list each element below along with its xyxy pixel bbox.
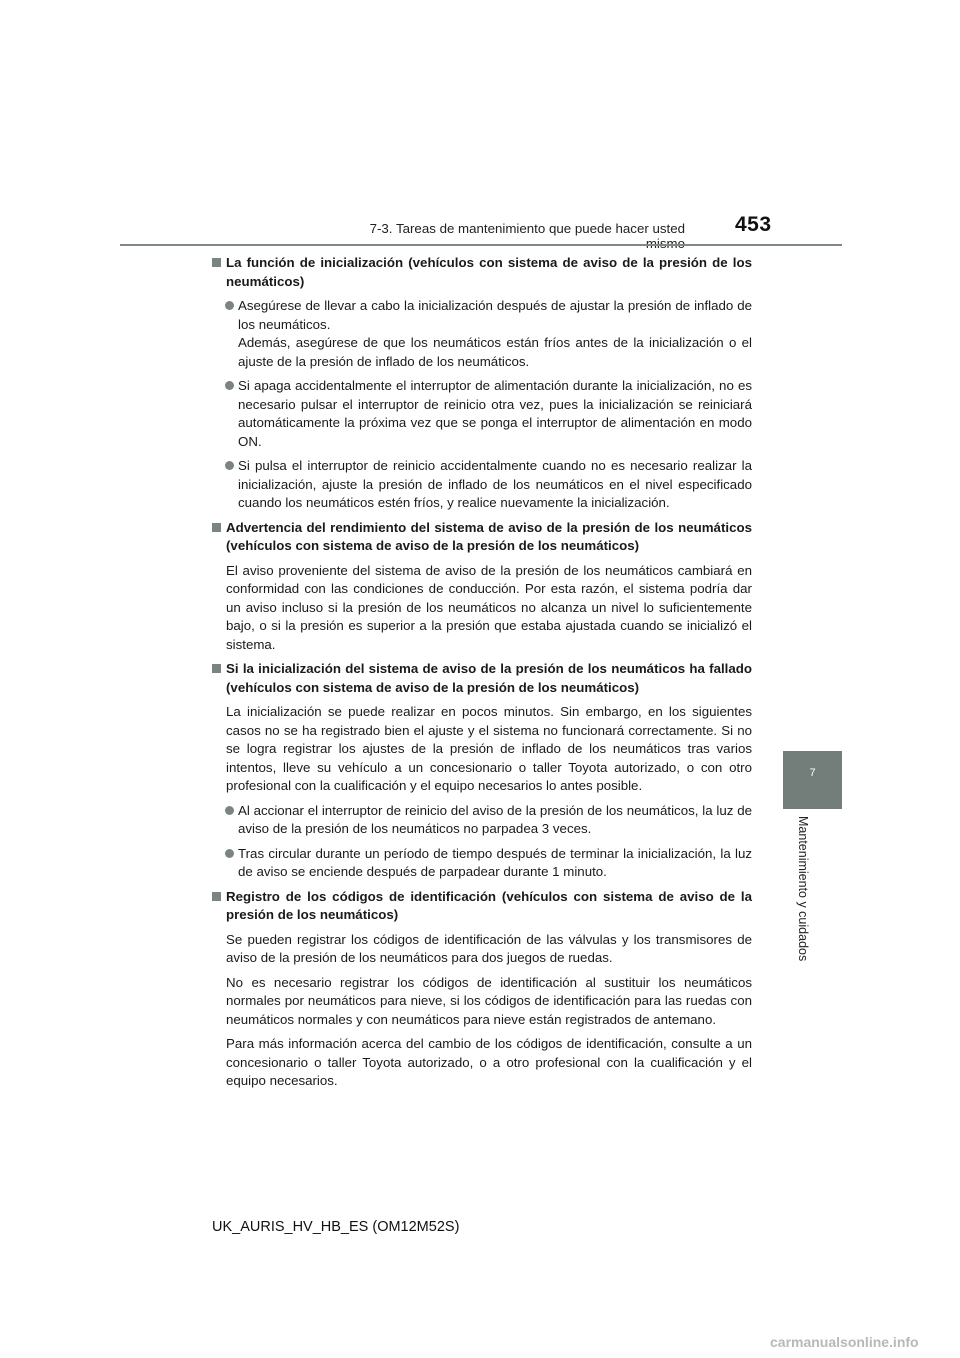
paragraph: Para más información acerca del cambio de los códigos de identificación, consulte a un concesionario o taller Toyota autorizado, o a otro profesional con la cualificación y el equipo necesarios.	[226, 1036, 752, 1088]
circle-bullet-icon	[225, 301, 234, 310]
square-bullet-icon	[212, 664, 221, 673]
page-number: 453	[735, 213, 772, 236]
bullet-item: Si pulsa el interruptor de reinicio accidentalmente cuando no es necesario realizar la inicialización, ajuste la presión de inflado de los neumáticos en el nivel especificado cuando los neumáticos estén fríos, y realice nuevamente la inicialización.	[212, 457, 752, 513]
paragraph: No es necesario registrar los códigos de identificación al sustituir los neumáticos normales por neumáticos para nieve, si los códigos de identificación para las ruedas con neumáticos normales y con neumáticos para nieve están registrados de antemano.	[226, 974, 752, 1027]
chapter-tab	[783, 751, 842, 809]
bullet-item: Al accionar el interruptor de reinicio del aviso de la presión de los neumáticos, la luz de aviso de la presión de los neumáticos no parpadea 3 veces.	[212, 802, 752, 839]
section-heading: Registro de los códigos de identificación (vehículos con sistema de aviso de la presión de los neumáticos)	[212, 888, 752, 925]
section-heading: Advertencia del rendimiento del sistema de aviso de la presión de los neumáticos (vehículos con sistema de aviso de la presión de los neumáticos)	[212, 519, 752, 556]
section-heading: Si la inicialización del sistema de aviso de la presión de los neumáticos ha fallado (vehículos con sistema de aviso de la presión de los neumáticos)	[212, 660, 752, 697]
square-bullet-icon	[212, 258, 221, 267]
document-code: UK_AURIS_HV_HB_ES (OM12M52S)	[212, 1219, 460, 1235]
circle-bullet-icon	[225, 381, 234, 390]
page-content	[212, 254, 752, 1097]
section-heading: La función de inicialización (vehículos con sistema de aviso de la presión de los neumáticos)	[212, 254, 752, 291]
header-section-title: 7-3. Tareas de mantenimiento que puede hacer usted	[369, 221, 685, 236]
circle-bullet-icon	[225, 461, 234, 470]
bullet-item: Si apaga accidentalmente el interruptor de alimentación durante la inicialización, no es necesario pulsar el interruptor de reinicio otra vez, pues la inicialización se reiniciará automáticamente la próxima vez que se ponga el interruptor de alimentación en modo ON.	[212, 377, 752, 451]
square-bullet-icon	[212, 892, 221, 901]
square-bullet-icon	[212, 523, 221, 532]
bullet-item: Tras circular durante un período de tiempo después de terminar la inicialización, la luz de aviso se enciende después de parpadear durante 1 minuto.	[212, 845, 752, 882]
chapter-number: 7	[809, 767, 816, 779]
paragraph: La inicialización se puede realizar en pocos minutos. Sin embargo, en los siguientes casos no se ha registrado bien el ajuste y el sistema no funcionará correctamente. Si no se logra registrar los ajustes de la presión de inflado de los neumáticos tras varios intentos, lleve su vehículo a un concesionario o taller Toyota autorizado, o con otro profesional con la cualificación y el equipo necesarios lo antes posible.	[226, 704, 752, 793]
chapter-title: Mantenimiento y cuidados	[796, 816, 810, 962]
paragraph: El aviso proveniente del sistema de aviso de la presión de los neumáticos cambiará en conformidad con las condiciones de conducción. Por esta razón, el sistema podría dar un aviso incluso si la presión de los neumáticos no alcanza un nivel lo suficientemente bajo, o si la presión es superior a la presión que estaba ajustada cuando se inicializó el sistema.	[226, 562, 752, 652]
watermark: carmanualsonline.info	[770, 1334, 919, 1350]
paragraph: Se pueden registrar los códigos de identificación de las válvulas y los transmisores de aviso de la presión de los neumáticos para dos juegos de ruedas.	[226, 931, 752, 965]
circle-bullet-icon	[225, 806, 234, 815]
header-divider	[120, 244, 842, 246]
bullet-item: Asegúrese de llevar a cabo la inicialización después de ajustar la presión de inflado de los neumáticos. Además, asegúrese de que los neumáticos están fríos antes de la inicialización o el ajuste de la presión de inflado de los neumáticos.	[212, 297, 752, 371]
circle-bullet-icon	[225, 849, 234, 858]
